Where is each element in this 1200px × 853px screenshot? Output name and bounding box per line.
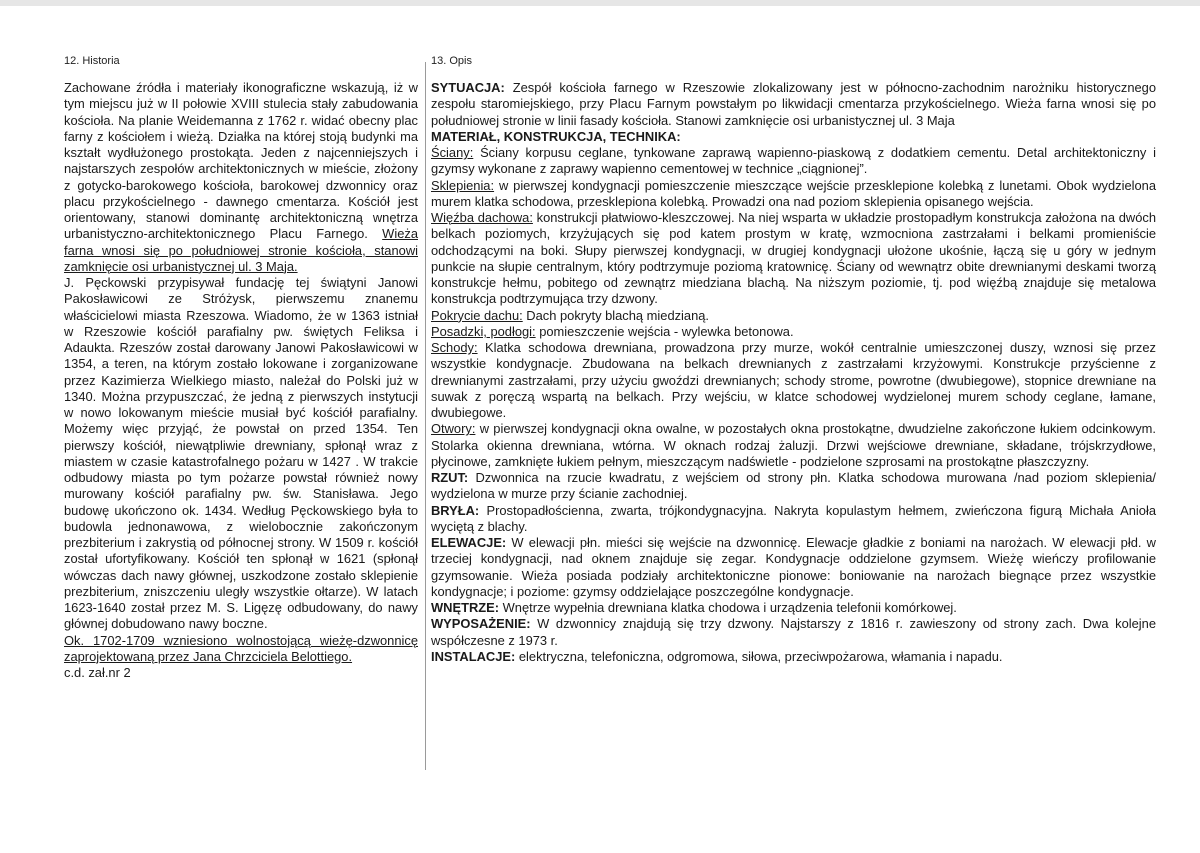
opis-section [431, 308, 1156, 324]
historia-paragraph-3: Ok. 1702-1709 wzniesiono wolnostojącą wieżę-dzwonnicę zaprojektowaną przez Jana Chrzciciela Belottiego. [64, 632, 418, 664]
historia-underlined-1: Wieża farna wnosi się po południowej stronie kościoła, stanowi zamknięcie osi urbanistycznej ul. 3 Maja. [64, 226, 418, 274]
opis-section-text: Klatka schodowa drewniana, prowadzona przy murze, wokół centralnie umieszczonej duszy, wznosi się przez wszystkie kondygnacje. Zbudowana na belkach drewnianych z zastrzałami krzyżowymi. Konstrukcje przyścienne z drewnianymi zastrzałami, przy użyciu gwoździ drewnianych; schody strome, powrotne (dwubiegowe), stopnice drewniane na suwak z poręczą wspartą na belkach. Przy wejściu, w klatce schodowej wydzielonej murem schody ceglane, łamane, dwubiegowe. [431, 340, 1156, 420]
section-header-opis: 13. Opis [431, 55, 472, 67]
opis-section-text: Ściany korpusu ceglane, tynkowane zaprawą wapienno-piaskową z dodatkiem cementu. Detal architektoniczny i gzymsy wykonane z zaprawy wapienno cementowej w technice „ciągnionej”. [431, 145, 1156, 177]
opis-section [431, 421, 1156, 470]
opis-section-text: elektryczna, telefoniczna, odgromowa, siłowa, przeciwpożarowa, włamania i napadu. [515, 648, 1003, 664]
opis-section-text: w pierwszej kondygnacji pomieszczenie mieszczące wejście przesklepione kolebką z lunetami. Obok wydzielona murem klatka schodowa, przesklepiona kolebką. Prowadzi ona nad poziom sklepienia opisanego wejścia. [431, 177, 1156, 209]
opis-section [431, 178, 1156, 211]
opis-section-label: RZUT: [431, 470, 469, 485]
historia-paragraph-2: J. Pęckowski przypisywał fundację tej świątyni Janowi Pakosławicowi ze Stróżysk, pierwszemu znanemu właścicielowi miasta Rzeszowa. Wiadomo, że w 1363 istniał w Rzeszowie kościół parafialny pw. świętych Feliksa i Adaukta. Rzeszów został darowany Janowi Pakosławicowi w 1354, a teren, na którym zostało lokowane i zorganizowane przez Kazimierza Wielkiego miasto, należał do Polski już w 1340. Można przypuszczać, że jedną z pierwszych instytucji w nowo lokowanym mieście musiał być kościół parafialny. Możemy więc przyjąć, że powstał on przed 1354. Ten pierwszy kościół, niewątpliwie drewniany, spłonął wraz z miastem w czasie katastrofalnego pożaru w 1427 . W trakcie odbudowy miasta po tym pożarze powstał również nowy murowany kościół parafialny pw. św. Stanisława. Jego budowę ukończono ok. 1434. Według Pęckowskiego była to budowla jednonawowa, z wielobocznie zakończonym prezbiterium i zakrystią od północnej strony. W 1509 r. kościół został ufortyfikowany. Kościół ten spłonął w 1621 (spłonął wówczas dach nawy głównej, uszkodzone zostało sklepienie prezbiterium, zniszczeniu uległy wszystkie ołtarze). W latach 1623-1640 został przez M. S. Ligęzę odbudowany, do nawy głównej dobudowano nawy boczne. [64, 275, 418, 632]
opis-section-text: W dzwonnicy znajdują się trzy dzwony. Najstarszy z 1816 r. zawieszony od strony zach. Dwa kolejne współczesne z 1973 r. [431, 616, 1156, 648]
historia-paragraph-1 [64, 80, 418, 275]
continuation-note: c.d. zał.nr 2 [64, 665, 131, 680]
opis-section [431, 129, 1156, 145]
opis-section-label: Pokrycie dachu: [431, 307, 523, 323]
opis-section [431, 470, 1156, 503]
opis-section-text: Wnętrze wypełnia drewniana klatka chodowa i urządzenia telefonii komórkowej. [499, 600, 957, 615]
opis-section [431, 324, 1156, 340]
opis-section-text: pomieszczenie wejścia - wylewka betonowa. [535, 323, 794, 339]
opis-section [431, 616, 1156, 649]
opis-section-label: SYTUACJA: [431, 80, 505, 95]
opis-column [431, 80, 1156, 665]
historia-column [64, 80, 418, 681]
opis-section-label: WNĘTRZE: [431, 600, 500, 615]
opis-section [431, 649, 1156, 665]
opis-section [431, 210, 1156, 308]
opis-section-label: Więźba dachowa: [431, 210, 533, 225]
section-header-historia: 12. Historia [64, 55, 120, 67]
opis-section-label: MATERIAŁ, KONSTRUKCJA, TECHNIKA: [431, 128, 681, 144]
opis-section-text: Zespół kościoła farnego w Rzeszowie zlokalizowany jest w północno-zachodnim narożniku historycznego zespołu staromiejskiego, przy Placu Farnym powstałym po likwidacji cmentarza przykościelnego. Wieża farna wnosi się po południowej stronie w linii fasady kościoła. Stanowi zamknięcie osi urbanistycznej ul. 3 Maja [431, 80, 1156, 128]
opis-section-text: Dzwonnica na rzucie kwadratu, z wejściem od strony płn. Klatka schodowa murowana /nad poziom sklepienia/ wydzielona w murze przy ścianie zachodniej. [431, 470, 1156, 502]
opis-section-label: Ściany: [431, 145, 474, 160]
opis-section-label: Schody: [431, 340, 478, 355]
opis-section-text: konstrukcji płatwiowo-kleszczowej. Na niej wsparta w układzie prostopadłym konstrukcja założona na dwóch belkach poziomych, krzyżujących się pod katem prostym w kratę, wzmocniona zastrzałami i belkami promieniście odchodzącymi na boki. Słupy pierwszej kondygnacji, w drugiej kondygnacji ułożone ukośnie, łączą się u góry w jednym punkcie na słupie centralnym, który podtrzymuje poziomą kratownicę. Ściany od wewnątrz obite drewnianymi deskami tworzą konstrukcje hełmu, pobitego od zewnątrz miedziana blachą. Na niższym poziomie, tj. pod więźbą znajduje się metalowa konstrukcja podtrzymująca trzy dzwony. [431, 210, 1156, 307]
opis-section-label: BRYŁA: [431, 502, 480, 518]
opis-section [431, 600, 1156, 616]
opis-section-label: Sklepienia: [431, 177, 495, 193]
historia-text-1: Zachowane źródła i materiały ikonograficzne wskazują, iż w tym miejscu już w II połowie XVIII stulecia stały zabudowania kościoła. Na planie Weidemanna z 1762 r. widać obecny plac farny z kościołem i wieżą. Działka na której stoją budynki ma kształt wydłużonego prostokąta. Jeden z najcenniejszych i najstarszych zespołów architektonicznych w mieście, złożony z gotycko-barokowego kościoła, barokowej dzwonnicy oraz placu przykościelnego - dawnego cmentarza. Kościół jest orientowany, stanowi dominantę architektoniczną wnętrza urbanistyczno-architektonicznego Placu Farnego. [64, 80, 418, 242]
opis-section [431, 340, 1156, 421]
opis-section-label: Otwory: [431, 421, 476, 437]
opis-section-text: Prostopadłościenna, zwarta, trójkondygnacyjna. Nakryta kopulastym hełmem, zwieńczona figurą Michała Anioła wyciętą z blachy. [431, 502, 1156, 534]
opis-section [431, 535, 1156, 600]
opis-section-text: w pierwszej kondygnacji okna owalne, w pozostałych okna prostokątne, dwudzielne zakończone łukiem odcinkowym. Stolarka okienna drewniana, wtórna. W oknach rodzaj żaluzji. Drzwi wejściowe drewniane, składane, trójskrzydłowe, płycinowe, zamknięte łukiem pełnym, mieszczącym nadświetle - podzielone szprosami na prostokątne płaszczyzny. [431, 421, 1156, 469]
opis-section-text: W elewacji płn. mieści się wejście na dzwonnicę. Elewacje gładkie z boniami na narożach. W elewacji płd. w trzeciej kondygnacji, nad oknem znajduje się zegar. Kondygnacje oddzielone gzymsem. Wieżę wieńczy profilowanie gzymsowanie. Wieża posiada podziały architektoniczne pionowe: boniowanie na narożach biegnące przez wszystkie kondygnacje; i poziome: gzymsy oddzielające poszczególne kondygnacje. [431, 535, 1156, 599]
opis-section [431, 145, 1156, 178]
column-divider [425, 62, 426, 770]
opis-section-text: Dach pokryty blachą miedzianą. [522, 307, 710, 323]
opis-section-label: Posadzki, podłogi: [431, 323, 536, 339]
scan-top-edge [0, 0, 1200, 6]
opis-section-label: WYPOSAŻENIE: [431, 616, 531, 632]
opis-section [431, 503, 1156, 536]
opis-section-label: ELEWACJE: [431, 535, 507, 550]
opis-section-label: INSTALACJE: [431, 648, 516, 664]
opis-section [431, 80, 1156, 129]
